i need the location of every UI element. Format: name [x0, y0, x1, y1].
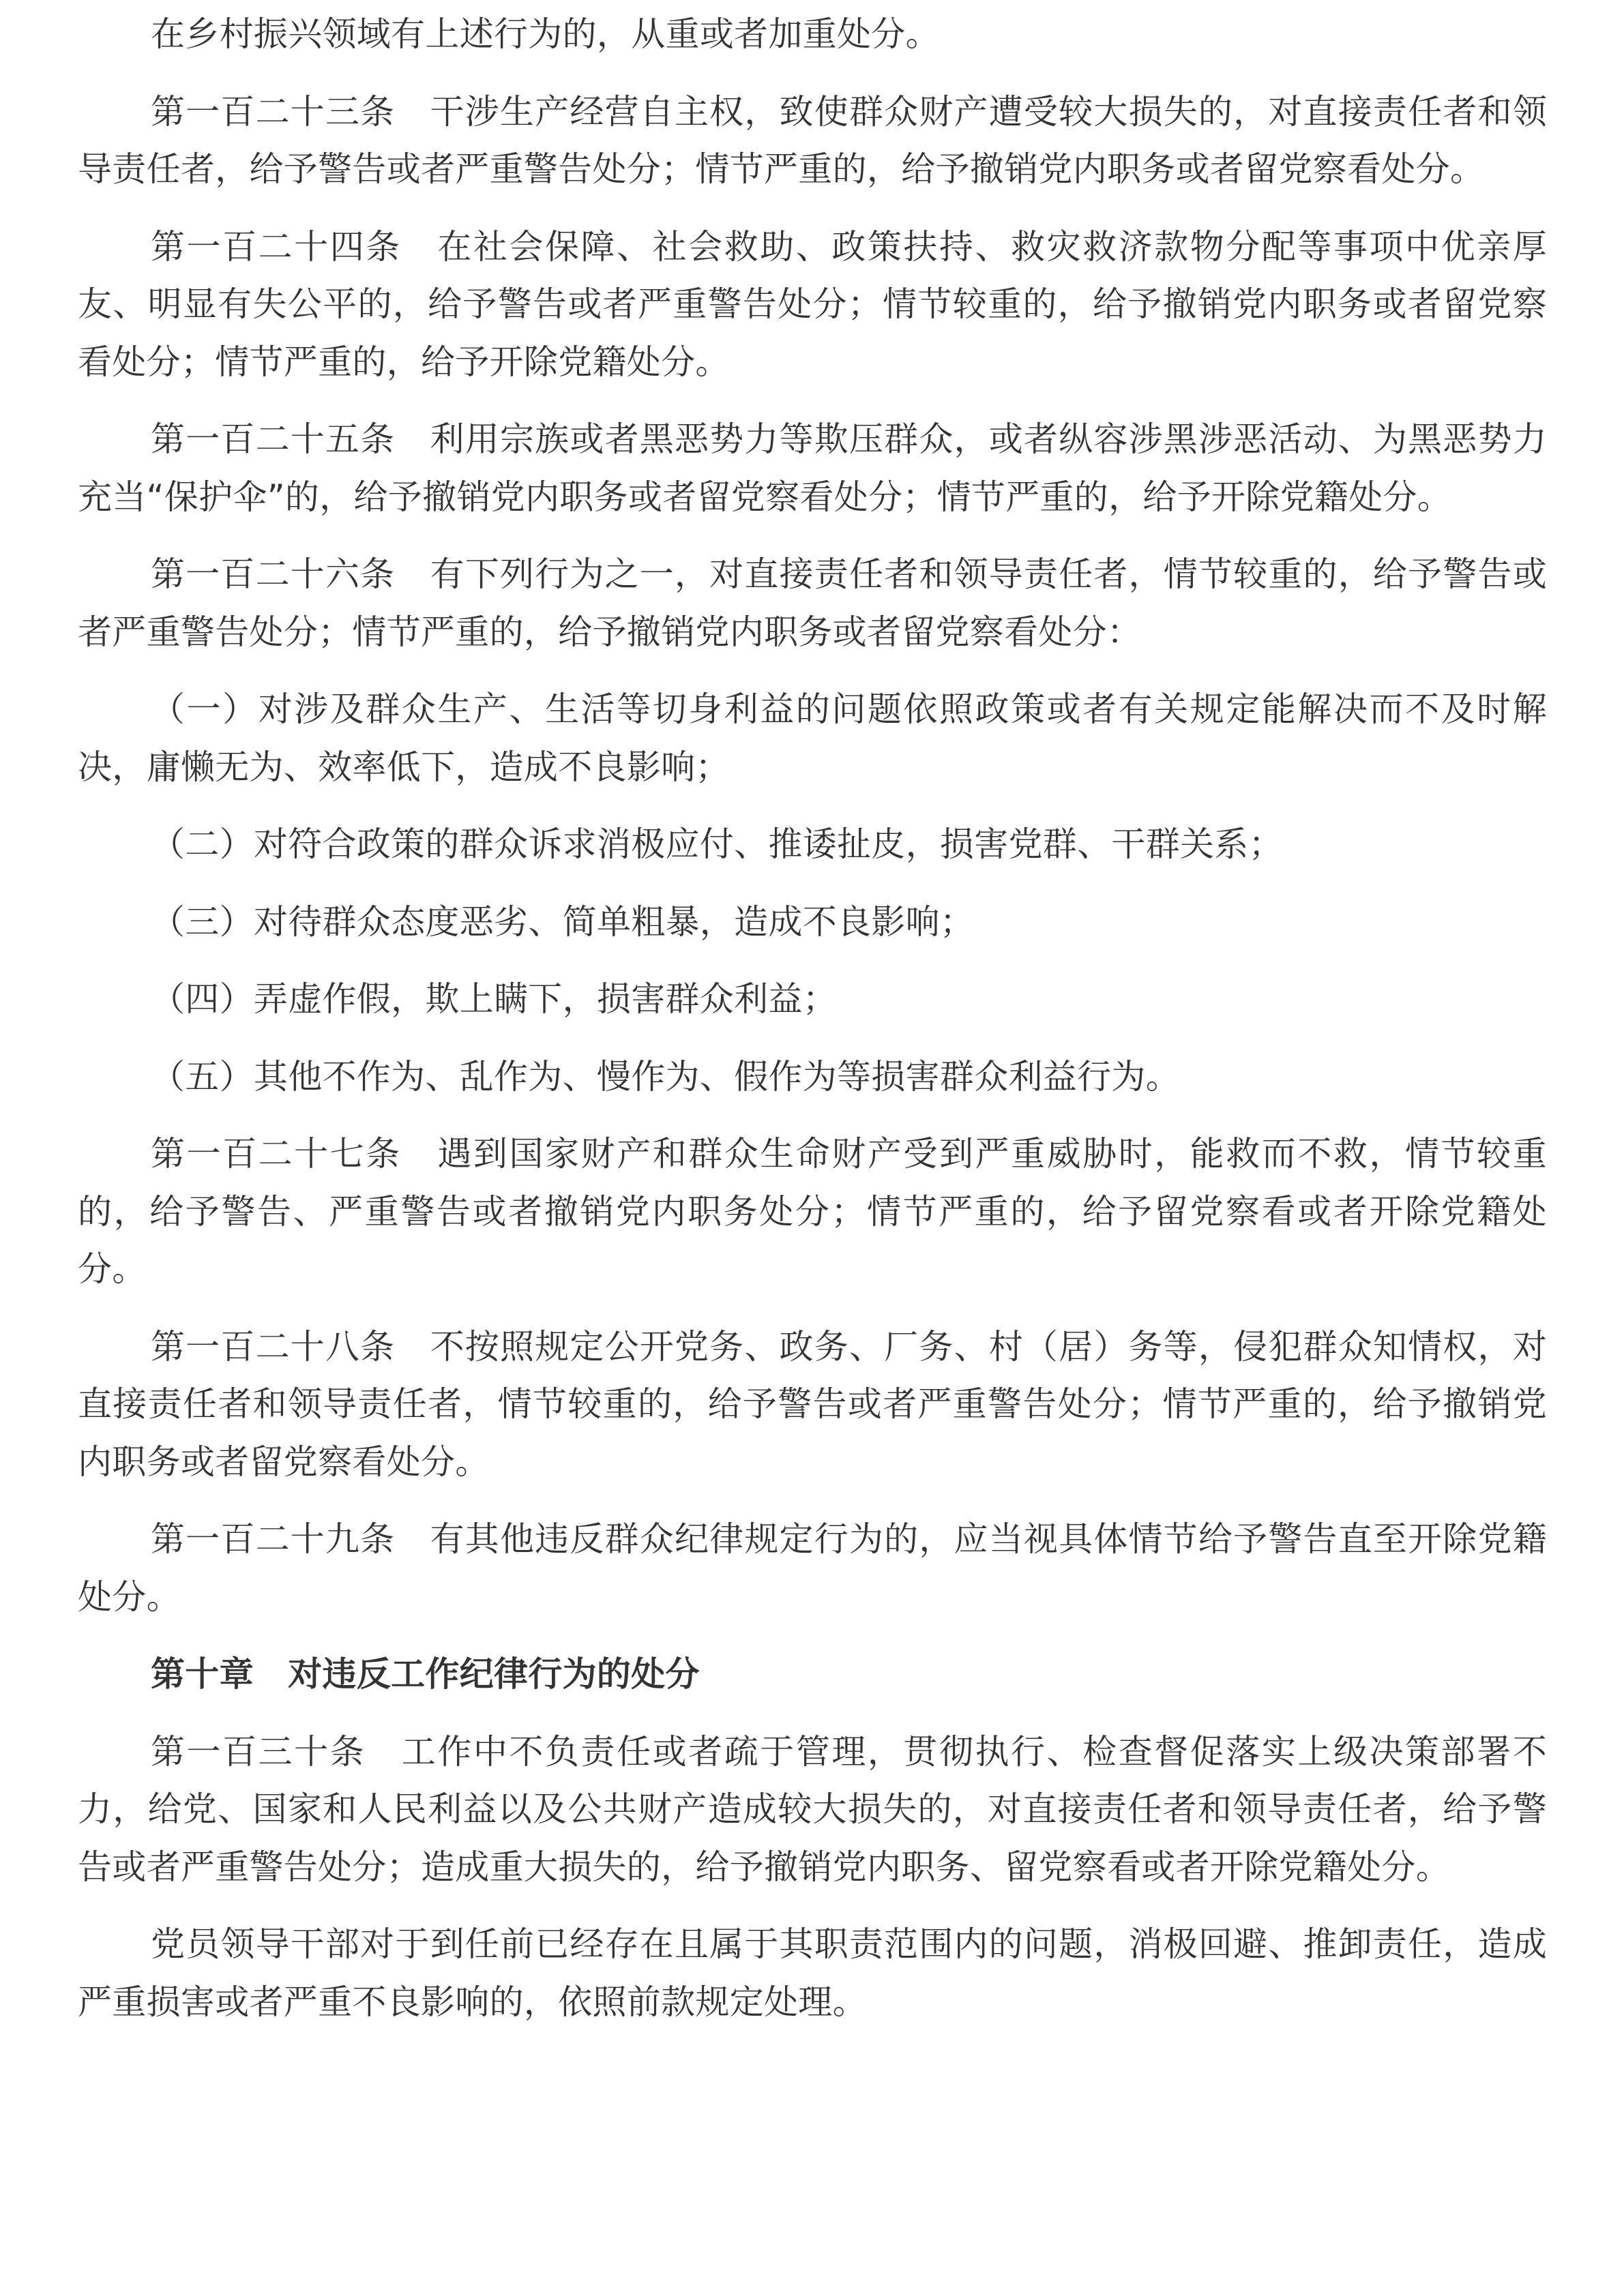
article-128: 第一百二十八条 不按照规定公开党务、政务、厂务、村（居）务等，侵犯群众知情权，对直接责任者和领导责任者，情节较重的，给予警告或者严重警告处分；情节严重的，给予撤销党内职务或者留党察看处分。 — [78, 1326, 1547, 1482]
article-125: 第一百二十五条 利用宗族或者黑恶势力等欺压群众，或者纵容涉黑涉恶活动、为黑恶势力充当“保护伞”的，给予撤销党内职务或者留党察看处分；情节严重的，给予开除党籍处分。 — [78, 419, 1547, 517]
list-item-3: （三）对待群众态度恶劣、简单粗暴，造成不良影响； — [151, 901, 975, 942]
article-130: 第一百三十条 工作中不负责任或者疏于管理，贯彻执行、检查督促落实上级决策部署不力，给党、国家和人民利益以及公共财产造成较大损失的，对直接责任者和领导责任者，给予警告或者严重警告处分；造成重大损失的，给予撤销党内职务、留党察看或者开除党籍处分。 — [78, 1731, 1547, 1887]
chapter-heading: 第十章 对违反工作纪律行为的处分 — [151, 1654, 700, 1694]
article-127: 第一百二十七条 遇到国家财产和群众生命财产受到严重威胁时，能救而不救，情节较重的，给予警告、严重警告或者撤销党内职务处分；情节严重的，给予留党察看或者开除党籍处分。 — [78, 1134, 1547, 1289]
article-124: 第一百二十四条 在社会保障、社会救助、政策扶持、救灾救济款物分配等事项中优亲厚友、明显有失公平的，给予警告或者严重警告处分；情节较重的，给予撤销党内职务或者留党察看处分；情节严重的，给予开除党籍处分。 — [78, 226, 1547, 382]
article-129: 第一百二十九条 有其他违反群众纪律规定行为的，应当视具体情节给予警告直至开除党籍处分。 — [78, 1519, 1547, 1617]
list-item-4: （四）弄虚作假，欺上瞒下，损害群众利益； — [151, 979, 837, 1019]
paragraph: 党员领导干部对于到任前已经存在且属于其职责范围内的问题，消极回避、推卸责任，造成严重损害或者严重不良影响的，依照前款规定处理。 — [78, 1924, 1547, 2022]
list-item-1: （一）对涉及群众生产、生活等切身利益的问题依照政策或者有关规定能解决而不及时解决，庸懒无为、效率低下，造成不良影响； — [78, 689, 1547, 787]
document-page — [78, 5, 1547, 2051]
list-item-2: （二）对符合政策的群众诉求消极应付、推诿扯皮，损害党群、干群关系； — [151, 824, 1283, 864]
list-item-5: （五）其他不作为、乱作为、慢作为、假作为等损害群众利益行为。 — [151, 1056, 1180, 1097]
article-126: 第一百二十六条 有下列行为之一，对直接责任者和领导责任者，情节较重的，给予警告或者严重警告处分；情节严重的，给予撤销党内职务或者留党察看处分： — [78, 554, 1547, 652]
article-123: 第一百二十三条 干涉生产经营自主权，致使群众财产遭受较大损失的，对直接责任者和领导责任者，给予警告或者严重警告处分；情节严重的，给予撤销党内职务或者留党察看处分。 — [78, 91, 1547, 189]
paragraph: 在乡村振兴领域有上述行为的，从重或者加重处分。 — [151, 14, 940, 54]
